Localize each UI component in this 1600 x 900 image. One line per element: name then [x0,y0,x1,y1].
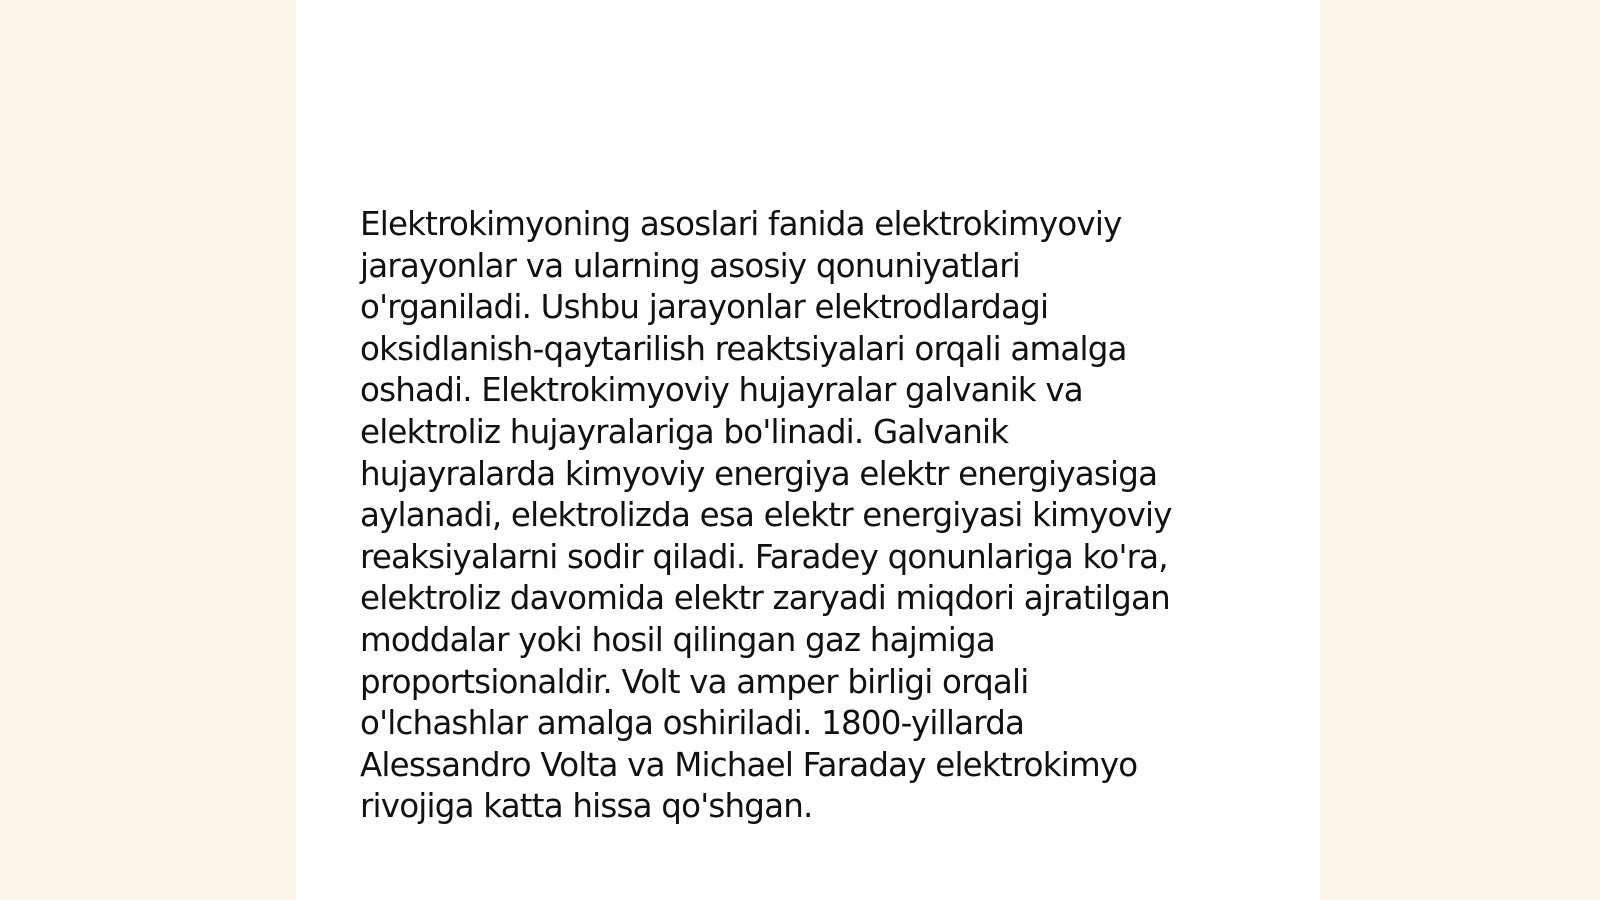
paragraph-line: moddalar yoki hosil qilingan gaz hajmiga [360,620,995,659]
paragraph-line: elektroliz davomida elektr zaryadi miqdori ajratilgan [360,579,1170,618]
paragraph-line: oksidlanish-qaytarilish reaktsiyalari orqali amalga [360,329,1127,368]
paragraph-line: elektroliz hujayralariga bo'linadi. Galvanik [360,412,1009,451]
paragraph-line: hujayralarda kimyoviy energiya elektr energiyasiga [360,454,1158,493]
body-paragraph [360,204,1230,828]
paragraph-line: reaksiyalarni sodir qiladi. Faradey qonunlariga ko'ra, [360,537,1168,576]
paragraph-line: o'rganiladi. Ushbu jarayonlar elektrodlardagi [360,288,1049,327]
paragraph-line: jarayonlar va ularning asosiy qonuniyatlari [360,246,1021,285]
paragraph-line: proportsionaldir. Volt va amper birligi orqali [360,662,1029,701]
paragraph-line: rivojiga katta hissa qo'shgan. [360,787,813,826]
paragraph-line: o'lchashlar amalga oshiriladi. 1800-yillarda [360,704,1025,743]
paragraph-line: oshadi. Elektrokimyoviy hujayralar galvanik va [360,371,1083,410]
paragraph-line: Elektrokimyoning asoslari fanida elektrokimyoviy [360,205,1122,243]
paragraph-line: aylanadi, elektrolizda esa elektr energiyasi kimyoviy [360,496,1172,535]
document-page [296,0,1320,900]
paragraph-line: Alessandro Volta va Michael Faraday elektrokimyo [360,745,1138,784]
